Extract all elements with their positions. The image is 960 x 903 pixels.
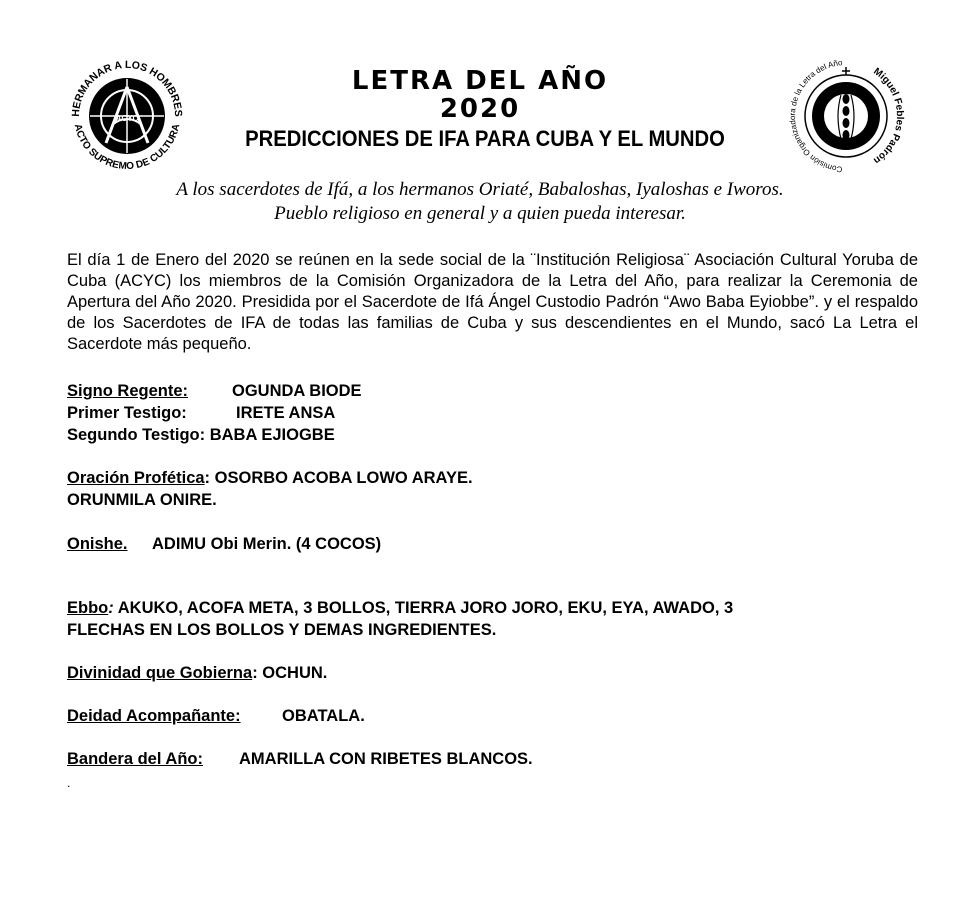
deidad-label: Deidad Acompañante: (67, 707, 241, 725)
intro-line-2: Pueblo religioso en general y a quien pueda interesar. (274, 203, 686, 224)
title-year: 2020 (439, 94, 521, 124)
onishe (67, 534, 381, 555)
ebbo (67, 598, 733, 619)
logo-right-left-text: Comisión Organizadora de la Letra del Año (787, 58, 843, 174)
bandera (67, 749, 533, 770)
trailing-dot: . (67, 776, 71, 790)
divinidad-label: Divinidad que Gobierna (67, 664, 253, 682)
body-paragraph: El día 1 de Enero del 2020 se reúnen en la sede social de la ¨Institución Religiosa¨ Asociación Cultural Yoruba de Cuba (ACYC) los miembros de la Comisión Organizadora de la Letra del Año, para realizar la Ceremonia de Apertura del Año 2020. Presidida por el Sacerdote de Ifá Ángel Custodio Padrón “Awo Baba Eyiobbe”. y el respaldo de los Sacerdotes de IFA de todas las familias de Cuba y sus descendientes en el Mundo, sacó La Letra el Sacerdote más pequeño. (67, 251, 918, 353)
logo-left-top-text: HERMANAR A LOS HOMBRES (69, 58, 185, 118)
oracion-value-1: OSORBO ACOBA LOWO ARAYE. (214, 469, 473, 487)
title-line-1: LETRA DEL AÑO (351, 66, 609, 96)
deidad (67, 706, 365, 727)
signo-value: OGUNDA BIODE (232, 382, 362, 400)
primer-label: Primer Testigo: (67, 404, 187, 422)
primer-value: IRETE ANSA (236, 404, 336, 422)
divinidad-sep: : (252, 664, 258, 682)
subtitle: PREDICCIONES DE IFA PARA CUBA Y EL MUNDO (245, 126, 725, 151)
oracion-line-2 (67, 490, 217, 511)
ebbo-sep: : (108, 599, 114, 617)
segundo-label: Segundo Testigo: (67, 426, 206, 444)
logo-left-center: ACYC (115, 114, 139, 123)
onishe-label: Onishe. (67, 535, 128, 553)
divinidad-value: OCHUN. (262, 664, 328, 682)
ebbo-value-2: FLECHAS EN LOS BOLLOS Y DEMAS INGREDIENTES. (67, 621, 497, 639)
intro-line-1: A los sacerdotes de Ifá, a los hermanos Oriaté, Babaloshas, Iyaloshas e Iworos. (176, 179, 784, 200)
bandera-value: AMARILLA CON RIBETES BLANCOS. (239, 750, 533, 768)
ebbo-line-2 (67, 620, 496, 641)
onishe-value: ADIMU Obi Merin. (4 COCOS) (152, 535, 382, 553)
signo-label: Signo Regente: (67, 382, 189, 400)
segundo-value: BABA EJIOGBE (209, 426, 335, 444)
primer-testigo (67, 403, 335, 424)
ebbo-value-1: AKUKO, ACOFA META, 3 BOLLOS, TIERRA JORO JORO, EKU, EYA, AWADO, 3 (117, 599, 734, 617)
oracion-sep: : (204, 469, 211, 487)
segundo-testigo (67, 425, 335, 446)
deidad-value: OBATALA. (282, 707, 365, 725)
ebbo-label: Ebbo (67, 599, 109, 617)
signo-regente (67, 381, 362, 402)
oracion-profetica (67, 468, 473, 489)
logo-left-bottom-text: ACTO SUPREMO DE CULTURA (71, 122, 183, 173)
bandera-label: Bandera del Año: (67, 750, 203, 768)
oracion-label: Oración Profética (67, 469, 205, 487)
oracion-value-2: ORUNMILA ONIRE. (67, 491, 217, 509)
divinidad (67, 663, 327, 684)
logo-right-right-text: Miguel Febles Padrón (871, 66, 906, 166)
